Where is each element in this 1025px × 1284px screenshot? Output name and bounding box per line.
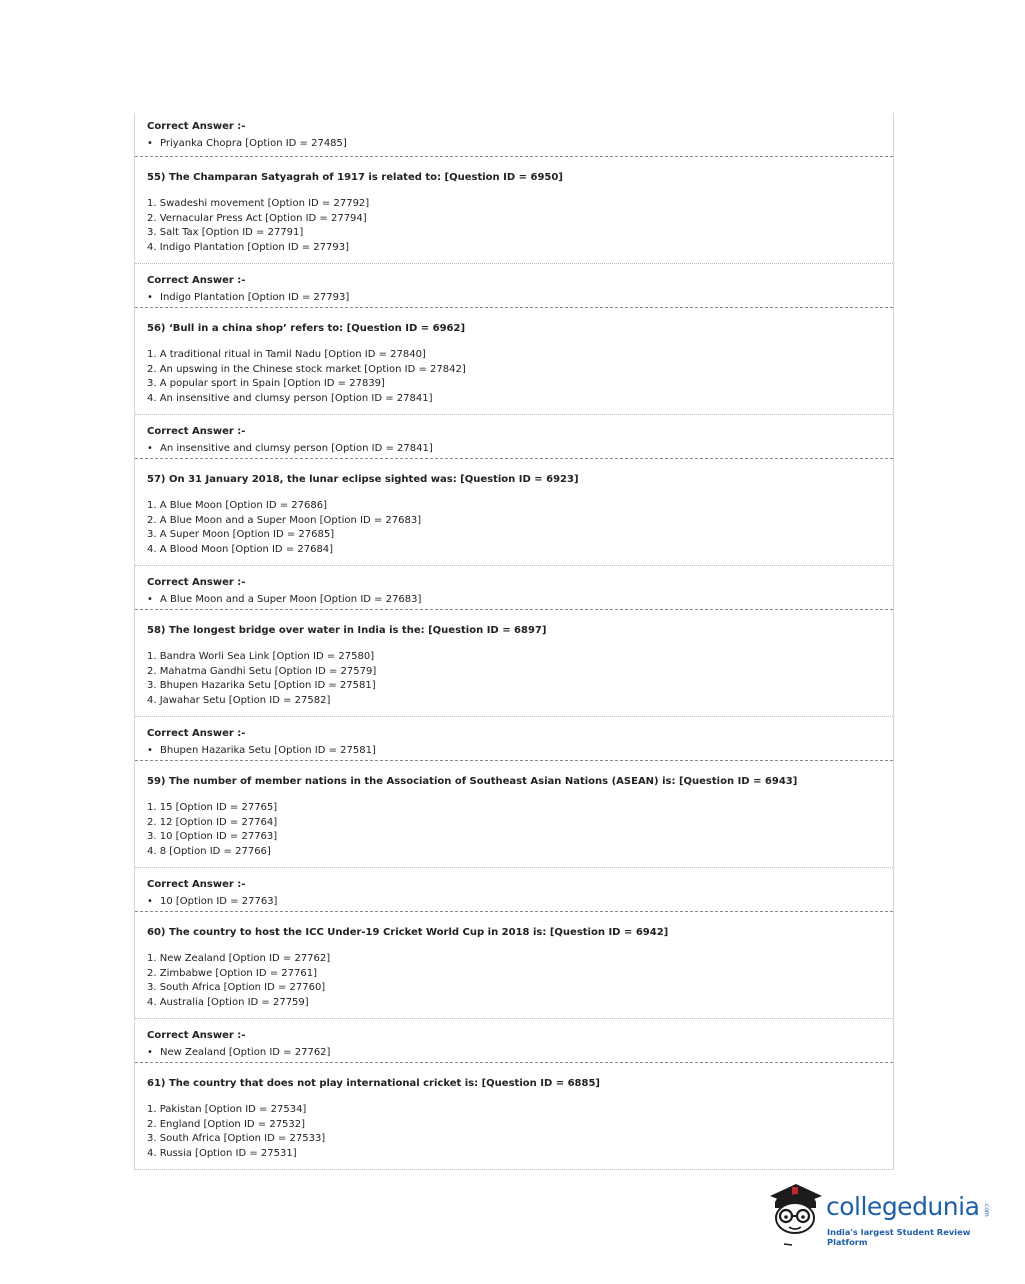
- brand-domain: .com: [983, 1202, 990, 1217]
- collegedunia-logo: [766, 1178, 996, 1248]
- option-4: 4. Russia [Option ID = 27531]: [147, 1148, 297, 1160]
- brand-name: collegedunia: [826, 1192, 980, 1221]
- option-3: 3. South Africa [Option ID = 27533]: [147, 1133, 326, 1145]
- previous-answer: [135, 113, 893, 157]
- option-3: 3. South Africa [Option ID = 27760]: [147, 982, 326, 994]
- answer-value: • New Zealand [Option ID = 27762]: [147, 1047, 331, 1058]
- option-1: 1. Bandra Worli Sea Link [Option ID = 27580]: [147, 651, 375, 662]
- question-title: 57) On 31 January 2018, the lunar eclipse sighted was: [Question ID = 6923]: [147, 474, 579, 485]
- document-body: [134, 113, 894, 1170]
- option-1: 1. Swadeshi movement [Option ID = 27792]: [147, 198, 370, 209]
- option-2: 2. Zimbabwe [Option ID = 27761]: [147, 967, 317, 979]
- answer-value: • Bhupen Hazarika Setu [Option ID = 27581]: [147, 745, 376, 756]
- option-3: 3. 10 [Option ID = 27763]: [147, 831, 278, 843]
- answer-59: [135, 868, 893, 912]
- answer-label: Correct Answer :-: [147, 121, 246, 132]
- option-2: 2. 12 [Option ID = 27764]: [147, 816, 278, 828]
- question-58: [135, 610, 893, 717]
- option-3: 3. Bhupen Hazarika Setu [Option ID = 27581]: [147, 680, 376, 692]
- answer-label: Correct Answer :-: [147, 728, 246, 739]
- answer-label: Correct Answer :-: [147, 879, 246, 890]
- answer-value: • An insensitive and clumsy person [Option ID = 27841]: [147, 443, 433, 454]
- answer-label: Correct Answer :-: [147, 426, 246, 437]
- answer-label: Correct Answer :-: [147, 577, 246, 588]
- answer-57: [135, 566, 893, 610]
- option-2: 2. Vernacular Press Act [Option ID = 27794]: [147, 212, 367, 224]
- question-55: [135, 157, 893, 264]
- option-2: 2. Mahatma Gandhi Setu [Option ID = 27579]: [147, 665, 377, 677]
- answer-60: [135, 1019, 893, 1063]
- answer-label: Correct Answer :-: [147, 1030, 246, 1041]
- option-3: 3. Salt Tax [Option ID = 27791]: [147, 227, 304, 239]
- option-1: 1. New Zealand [Option ID = 27762]: [147, 953, 331, 964]
- question-59: [135, 761, 893, 868]
- question-56: [135, 308, 893, 415]
- question-title: 55) The Champaran Satyagrah of 1917 is related to: [Question ID = 6950]: [147, 172, 563, 183]
- option-2: 2. An upswing in the Chinese stock market [Option ID = 27842]: [147, 363, 466, 375]
- question-61: [135, 1063, 893, 1170]
- answer-58: [135, 717, 893, 761]
- option-2: 2. England [Option ID = 27532]: [147, 1118, 306, 1130]
- question-title: 56) ‘Bull in a china shop’ refers to: [Question ID = 6962]: [147, 323, 466, 334]
- option-3: 3. A Super Moon [Option ID = 27685]: [147, 529, 335, 541]
- option-4: 4. Australia [Option ID = 27759]: [147, 997, 309, 1009]
- question-title: 59) The number of member nations in the Association of Southeast Asian Nations (ASEAN) is: [Question ID = 6943]: [147, 776, 798, 787]
- answer-55: [135, 264, 893, 308]
- question-title: 58) The longest bridge over water in India is the: [Question ID = 6897]: [147, 625, 547, 636]
- option-1: 1. Pakistan [Option ID = 27534]: [147, 1104, 307, 1115]
- question-60: [135, 912, 893, 1019]
- option-1: 1. 15 [Option ID = 27765]: [147, 802, 278, 813]
- answer-value: • A Blue Moon and a Super Moon [Option ID = 27683]: [147, 594, 422, 605]
- option-4: 4. A Blood Moon [Option ID = 27684]: [147, 544, 334, 556]
- option-2: 2. A Blue Moon and a Super Moon [Option ID = 27683]: [147, 514, 422, 526]
- option-4: 4. Indigo Plantation [Option ID = 27793]: [147, 242, 349, 254]
- answer-56: [135, 415, 893, 459]
- option-1: 1. A Blue Moon [Option ID = 27686]: [147, 500, 327, 511]
- option-4: 4. An insensitive and clumsy person [Option ID = 27841]: [147, 393, 433, 405]
- question-title: 61) The country that does not play international cricket is: [Question ID = 6885]: [147, 1078, 600, 1089]
- brand-tagline: India's largest Student Review Platform: [827, 1227, 971, 1247]
- option-1: 1. A traditional ritual in Tamil Nadu [Option ID = 27840]: [147, 349, 426, 360]
- option-4: 4. 8 [Option ID = 27766]: [147, 846, 271, 858]
- answer-value: • Indigo Plantation [Option ID = 27793]: [147, 292, 350, 303]
- question-title: 60) The country to host the ICC Under-19 Cricket World Cup in 2018 is: [Question ID = 6942]: [147, 927, 669, 938]
- question-57: [135, 459, 893, 566]
- mascot-icon: [766, 1178, 826, 1248]
- answer-value: • 10 [Option ID = 27763]: [147, 896, 278, 907]
- option-4: 4. Jawahar Setu [Option ID = 27582]: [147, 695, 331, 707]
- answer-value: • Priyanka Chopra [Option ID = 27485]: [147, 138, 347, 149]
- option-3: 3. A popular sport in Spain [Option ID = 27839]: [147, 378, 385, 390]
- answer-label: Correct Answer :-: [147, 275, 246, 286]
